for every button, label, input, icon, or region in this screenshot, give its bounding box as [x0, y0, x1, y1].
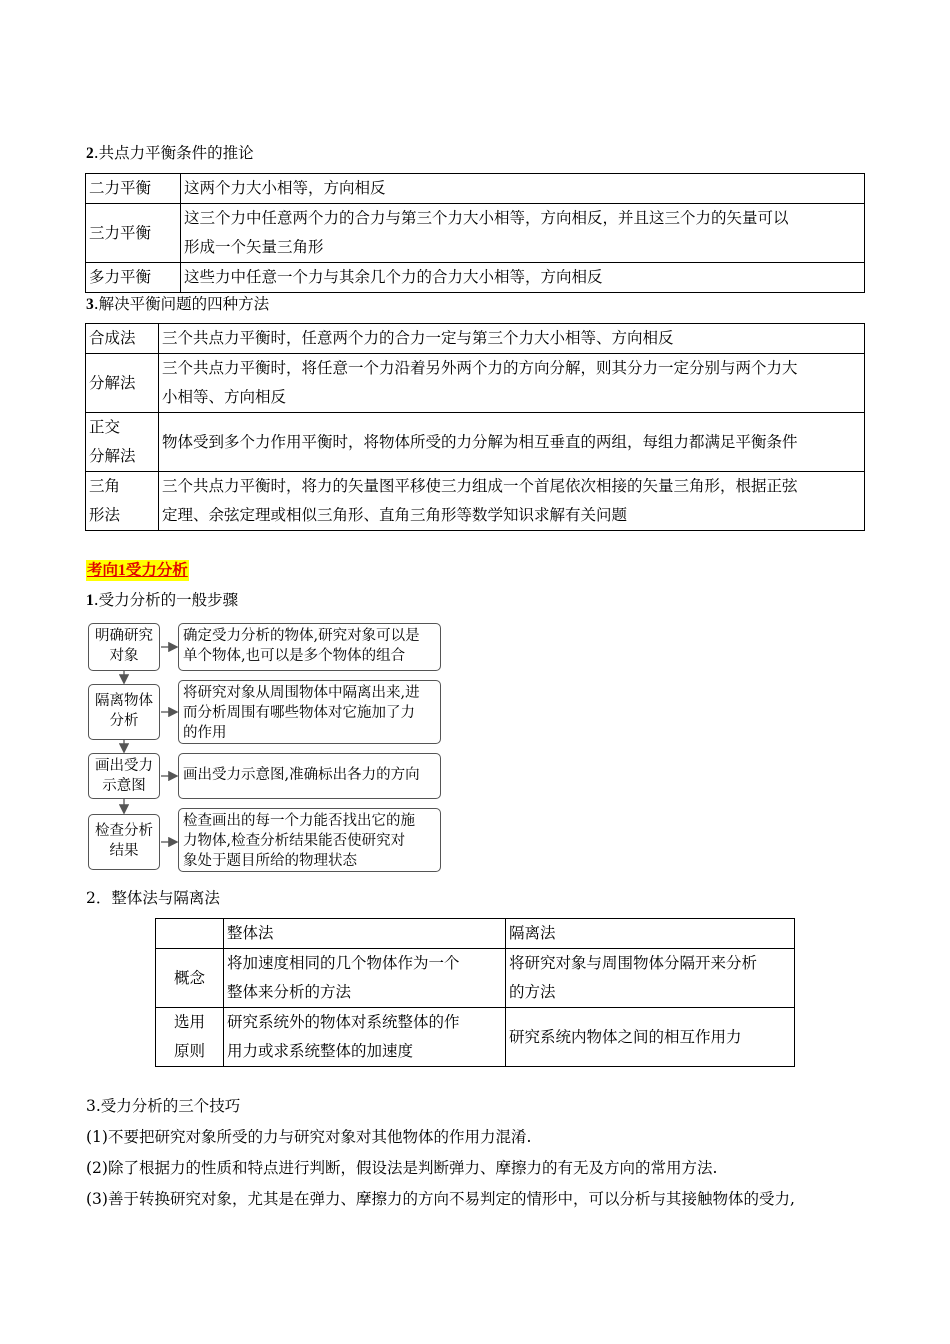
row-label: 二力平衡: [86, 174, 181, 204]
table-row: [86, 324, 865, 354]
row-label: 多力平衡: [86, 263, 181, 293]
cell: 将加速度相同的几个物体作为一个 整体来分析的方法: [224, 949, 506, 1008]
table-row: [156, 949, 795, 1008]
row-text: 三个共点力平衡时，将力的矢量图平移使三力组成一个首尾依次相接的矢量三角形，根据正弦 定理、余弦定理或相似三角形、直角三角形等数学知识求解有关问题: [159, 472, 865, 531]
flow-step-box: 明确研究 对象: [88, 623, 160, 671]
tip-item: (1)不要把研究对象所受的力与研究对象对其他物体的作用力混淆.: [86, 1128, 532, 1146]
table-row: [86, 174, 865, 204]
cell: 研究系统外的物体对系统整体的作 用力或求系统整体的加速度: [224, 1008, 506, 1067]
flow-step-box: 检查分析 结果: [88, 814, 160, 870]
table-row: [86, 413, 865, 472]
row-text: 物体受到多个力作用平衡时，将物体所受的力分解为相互垂直的两组，每组力都满足平衡条件: [159, 413, 865, 472]
row-label: 选用 原则: [156, 1008, 224, 1067]
row-text: 这些力中任意一个力与其余几个力的合力大小相等，方向相反: [181, 263, 865, 293]
row-label: 合成法: [86, 324, 159, 354]
section2-heading: 2.共点力平衡条件的推论: [86, 144, 254, 162]
whole-isolation-table: [155, 918, 795, 1067]
header-cell: [156, 919, 224, 949]
cell: 研究系统内物体之间的相互作用力: [506, 1008, 795, 1067]
steps-heading: 1.受力分析的一般步骤: [86, 591, 239, 609]
row-label: 三角 形法: [86, 472, 159, 531]
table-row: [86, 204, 865, 263]
flow-arrows: [80, 615, 190, 880]
row-label: 概念: [156, 949, 224, 1008]
methods-table: [85, 323, 865, 531]
balance-inference-table: [85, 173, 865, 293]
tip-item: (3)善于转换研究对象，尤其是在弹力、摩擦力的方向不易判定的情形中，可以分析与其接触物体的受力,: [86, 1190, 795, 1208]
table-row: [86, 472, 865, 531]
table-row: [86, 354, 865, 413]
flow-step-box: 画出受力 示意图: [88, 753, 160, 799]
cell: 将研究对象与周围物体分隔开来分析 的方法: [506, 949, 795, 1008]
row-text: 三个共点力平衡时，将任意一个力沿着另外两个力的方向分解，则其分力一定分别与两个力大 小相等、方向相反: [159, 354, 865, 413]
table-row: [86, 263, 865, 293]
row-text: 三个共点力平衡时，任意两个力的合力一定与第三个力大小相等、方向相反: [159, 324, 865, 354]
table-row: [156, 1008, 795, 1067]
tip-item: (2)除了根据力的性质和特点进行判断，假设法是判断弹力、摩擦力的有无及方向的常用方法.: [86, 1159, 718, 1177]
row-label: 三力平衡: [86, 204, 181, 263]
flow-desc-box: 画出受力示意图,准确标出各力的方向: [178, 753, 441, 799]
kaoxiang-tag: 考向1受力分析: [87, 560, 188, 579]
flow-desc-box: 将研究对象从周围物体中隔离出来,进 而分析周围有哪些物体对它施加了力 的作用: [178, 680, 441, 744]
header-cell: 整体法: [224, 919, 506, 949]
section3-heading: 3.解决平衡问题的四种方法: [86, 295, 270, 313]
flow-step-box: 隔离物体 分析: [88, 684, 160, 740]
row-label: 正交 分解法: [86, 413, 159, 472]
header-cell: 隔离法: [506, 919, 795, 949]
flow-desc-box: 检查画出的每一个力能否找出它的施 力物体,检查分析结果能否使研究对 象处于题目所给的物理状态: [178, 808, 441, 872]
whole-heading: 2．整体法与隔离法: [86, 889, 220, 907]
row-text: 这两个力大小相等，方向相反: [181, 174, 865, 204]
tips-heading: 3.受力分析的三个技巧: [86, 1097, 241, 1115]
flow-desc-box: 确定受力分析的物体,研究对象可以是 单个物体,也可以是多个物体的组合: [178, 623, 441, 671]
row-text: 这三个力中任意两个力的合力与第三个力大小相等，方向相反，并且这三个力的矢量可以 形成一个矢量三角形: [181, 204, 865, 263]
table-row: [156, 919, 795, 949]
row-label: 分解法: [86, 354, 159, 413]
